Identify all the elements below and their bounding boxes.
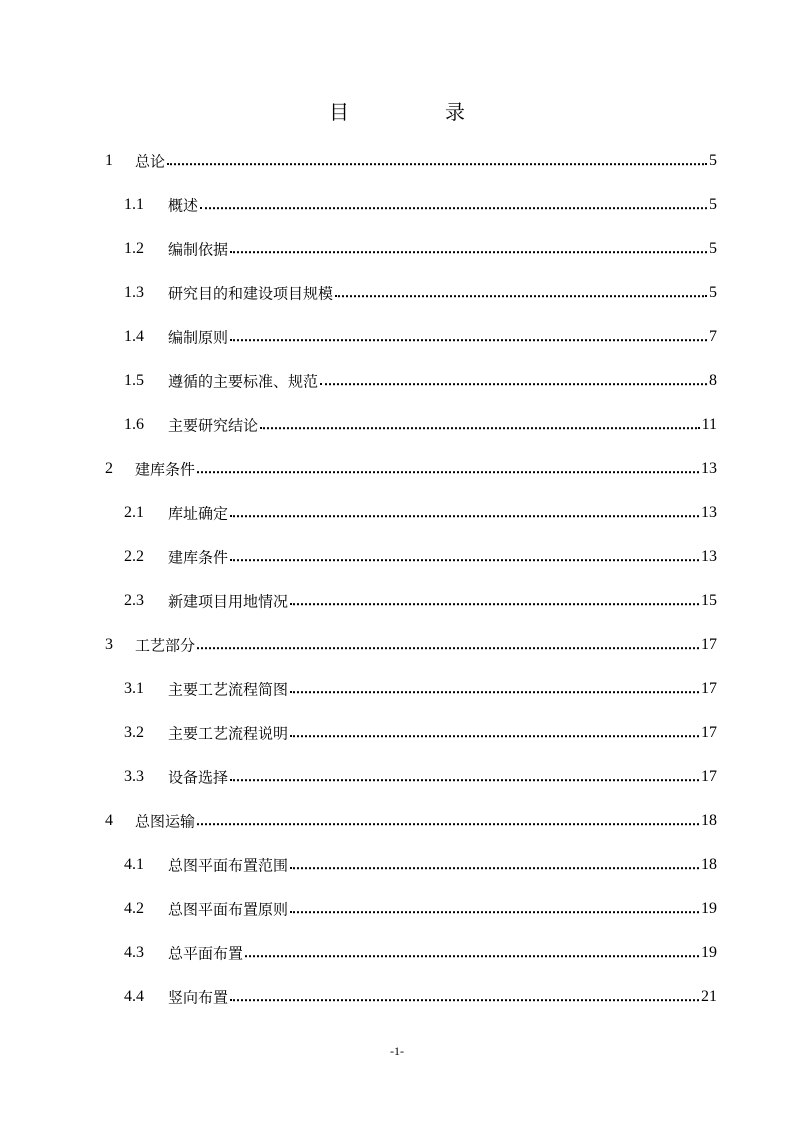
toc-entry-title: 概述: [168, 196, 199, 215]
toc-entry[interactable]: [0, 535, 794, 579]
toc-entry-page: 5: [709, 196, 717, 213]
toc-entry-title: 总图平面布置原则: [168, 900, 289, 919]
toc-entry-title: 编制原则: [168, 328, 229, 347]
toc-entry-number: 1.3: [124, 284, 144, 301]
toc-entry-page: 17: [701, 680, 717, 697]
toc-entry[interactable]: [0, 139, 794, 183]
toc-entry-page: 21: [701, 988, 717, 1005]
toc-entry-title: 主要工艺流程说明: [168, 724, 289, 743]
toc-dot-leader: [290, 731, 699, 737]
toc-entry-title: 新建项目用地情况: [168, 592, 289, 611]
toc-dot-leader: [197, 819, 699, 825]
toc-dot-leader: [167, 159, 707, 165]
toc-entry-number: 1.4: [124, 328, 144, 345]
toc-entry[interactable]: [0, 359, 794, 403]
toc-entry-page: 15: [701, 592, 717, 609]
toc-entry[interactable]: [0, 887, 794, 931]
toc-entry-page: 13: [701, 460, 717, 477]
page-number-footer: -1-: [390, 1044, 404, 1058]
toc-entry-page: 5: [709, 284, 717, 301]
toc-entry[interactable]: [0, 491, 794, 535]
toc-entry-number: 4.2: [124, 900, 144, 917]
toc-entry[interactable]: [0, 183, 794, 227]
toc-dot-leader: [230, 511, 699, 517]
toc-entry-number: 2.3: [124, 592, 144, 609]
toc-entry-page: 19: [701, 944, 717, 961]
toc-entry-title: 设备选择: [168, 768, 229, 787]
toc-entry-page: 13: [701, 548, 717, 565]
toc-entry-number: 1.1: [124, 196, 144, 213]
toc-title: 目 录: [329, 100, 503, 124]
toc-entry-number: 4.1: [124, 856, 144, 873]
toc-dot-leader: [230, 995, 699, 1001]
toc-entry-number: 1.6: [124, 416, 144, 433]
toc-dot-leader: [290, 863, 699, 869]
toc-entry-number: 3.2: [124, 724, 144, 741]
toc-entry[interactable]: [0, 755, 794, 799]
toc-entry-title: 主要工艺流程简图: [168, 680, 289, 699]
toc-dot-leader: [230, 775, 699, 781]
toc-entry-number: 3.1: [124, 680, 144, 697]
toc-dot-leader: [200, 203, 707, 209]
toc-entry[interactable]: [0, 711, 794, 755]
toc-entry[interactable]: [0, 667, 794, 711]
toc-entry[interactable]: [0, 403, 794, 447]
toc-entry-title: 遵循的主要标准、规范: [168, 372, 319, 391]
toc-entry-number: 2.1: [124, 504, 144, 521]
toc-entry-title: 编制依据: [168, 240, 229, 259]
toc-entry-page: 19: [701, 900, 717, 917]
toc-dot-leader: [335, 291, 707, 297]
toc-dot-leader: [230, 247, 707, 253]
toc-entry-number: 4: [105, 812, 113, 829]
toc-entry-number: 3: [105, 636, 113, 653]
toc-entry-number: 1: [105, 152, 113, 169]
toc-entry[interactable]: [0, 447, 794, 491]
toc-entry-title: 总图运输: [135, 812, 196, 831]
toc-entry-page: 5: [709, 152, 717, 169]
toc-entry-title: 总论: [135, 152, 166, 171]
toc-dot-leader: [290, 599, 699, 605]
toc-dot-leader: [320, 379, 707, 385]
toc-dot-leader: [230, 335, 707, 341]
toc-entry-page: 7: [709, 328, 717, 345]
toc-entry-title: 建库条件: [135, 460, 196, 479]
toc-entry[interactable]: [0, 843, 794, 887]
toc-entry-page: 17: [701, 724, 717, 741]
toc-dot-leader: [230, 555, 699, 561]
toc-dot-leader: [245, 951, 699, 957]
toc-entry-page: 17: [701, 768, 717, 785]
toc-entry-number: 3.3: [124, 768, 144, 785]
toc-entry-title: 工艺部分: [135, 636, 196, 655]
toc-dot-leader: [197, 467, 699, 473]
toc-entry-title: 库址确定: [168, 504, 229, 523]
toc-entry[interactable]: [0, 975, 794, 1019]
toc-entry-title: 研究目的和建设项目规模: [168, 284, 334, 303]
toc-entry-page: 5: [709, 240, 717, 257]
toc-dot-leader: [290, 687, 699, 693]
toc-entry-title: 建库条件: [168, 548, 229, 567]
toc-list: [0, 139, 794, 1019]
toc-entry-page: 11: [701, 416, 717, 433]
toc-entry-number: 1.5: [124, 372, 144, 389]
toc-dot-leader: [197, 643, 699, 649]
toc-entry[interactable]: [0, 579, 794, 623]
toc-entry-number: 2: [105, 460, 113, 477]
toc-entry-title: 总平面布置: [168, 944, 244, 963]
toc-entry-number: 2.2: [124, 548, 144, 565]
toc-entry-page: 18: [701, 812, 717, 829]
toc-entry-title: 主要研究结论: [168, 416, 259, 435]
toc-entry[interactable]: [0, 315, 794, 359]
toc-entry-number: 1.2: [124, 240, 144, 257]
toc-entry[interactable]: [0, 931, 794, 975]
toc-entry-title: 总图平面布置范围: [168, 856, 289, 875]
toc-dot-leader: [260, 423, 700, 429]
toc-entry[interactable]: [0, 623, 794, 667]
toc-entry-page: 18: [701, 856, 717, 873]
toc-entry-page: 17: [701, 636, 717, 653]
toc-entry[interactable]: [0, 227, 794, 271]
toc-entry-number: 4.4: [124, 988, 144, 1005]
toc-entry-page: 8: [709, 372, 717, 389]
toc-entry[interactable]: [0, 271, 794, 315]
toc-entry-title: 竖向布置: [168, 988, 229, 1007]
toc-dot-leader: [290, 907, 699, 913]
toc-entry-page: 13: [701, 504, 717, 521]
toc-entry[interactable]: [0, 799, 794, 843]
toc-entry-number: 4.3: [124, 944, 144, 961]
